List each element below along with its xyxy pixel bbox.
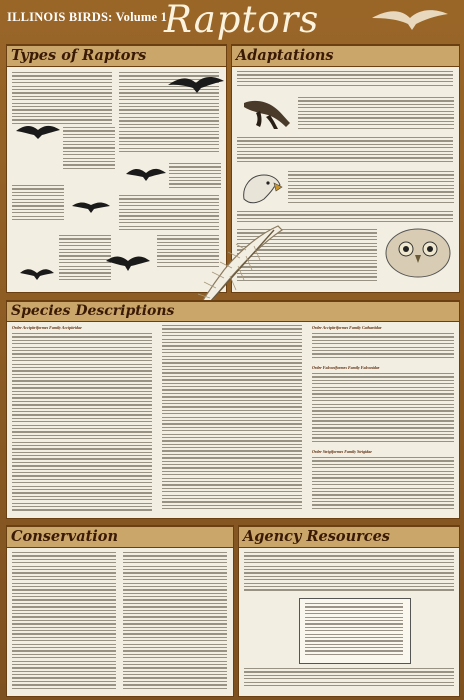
types-title: Types of Raptors	[11, 47, 147, 64]
agency-intro	[244, 552, 454, 594]
eagle-silhouette-icon	[167, 73, 225, 95]
page-title: Raptors	[164, 0, 320, 41]
species-sub-accipitridae: Order Accipitriformes Family Accipitridae	[12, 325, 82, 330]
agency-title: Agency Resources	[243, 528, 390, 545]
types-harrier-text	[119, 117, 219, 157]
species-sub-falconidae: Order Falconiformes Family Falconidae	[312, 365, 380, 370]
types-buteo-text	[63, 127, 115, 175]
species-col3b	[312, 373, 454, 447]
types-accipiter-text	[59, 235, 111, 285]
conservation-title: Conservation	[11, 528, 119, 545]
talon-icon	[240, 97, 296, 131]
agency-contact-text	[305, 603, 403, 659]
adaptations-beak-text	[288, 171, 454, 207]
header-raptor-icon	[370, 4, 450, 36]
agency-contact-box	[299, 598, 411, 664]
owl-face-icon	[382, 225, 454, 279]
adaptations-title: Adaptations	[236, 47, 334, 64]
buteo-silhouette-icon	[15, 121, 61, 141]
species-panel	[6, 300, 460, 519]
falcon-silhouette-icon	[71, 197, 111, 215]
conservation-panel	[6, 525, 234, 697]
header	[0, 0, 464, 40]
adaptations-intro	[237, 71, 453, 91]
conservation-col1	[12, 552, 116, 692]
species-col2	[162, 325, 302, 513]
agency-panel	[238, 525, 460, 697]
species-col3c	[312, 457, 454, 513]
types-intro-text	[12, 72, 112, 128]
types-harrier-detail	[169, 163, 221, 191]
species-col3a	[312, 333, 454, 363]
species-col1	[12, 333, 152, 513]
eagle-head-icon	[238, 169, 284, 209]
agency-footer	[244, 668, 454, 690]
types-falcon-text	[12, 185, 64, 223]
osprey-silhouette-icon	[19, 265, 55, 281]
series-title: ILLINOIS BIRDS: Volume 1	[7, 10, 168, 24]
accipiter-silhouette-icon	[105, 251, 151, 273]
species-title: Species Descriptions	[11, 303, 175, 319]
harrier-silhouette-icon	[125, 163, 167, 183]
adaptations-eyes-text	[237, 137, 453, 167]
adaptations-talons-text	[298, 97, 454, 133]
species-sub-strigidae: Order Strigiformes Family Strigidae	[312, 449, 372, 454]
species-sub-cathartidae: Order Accipitriformes Family Cathartidae	[312, 325, 382, 330]
conservation-col2	[123, 552, 227, 692]
